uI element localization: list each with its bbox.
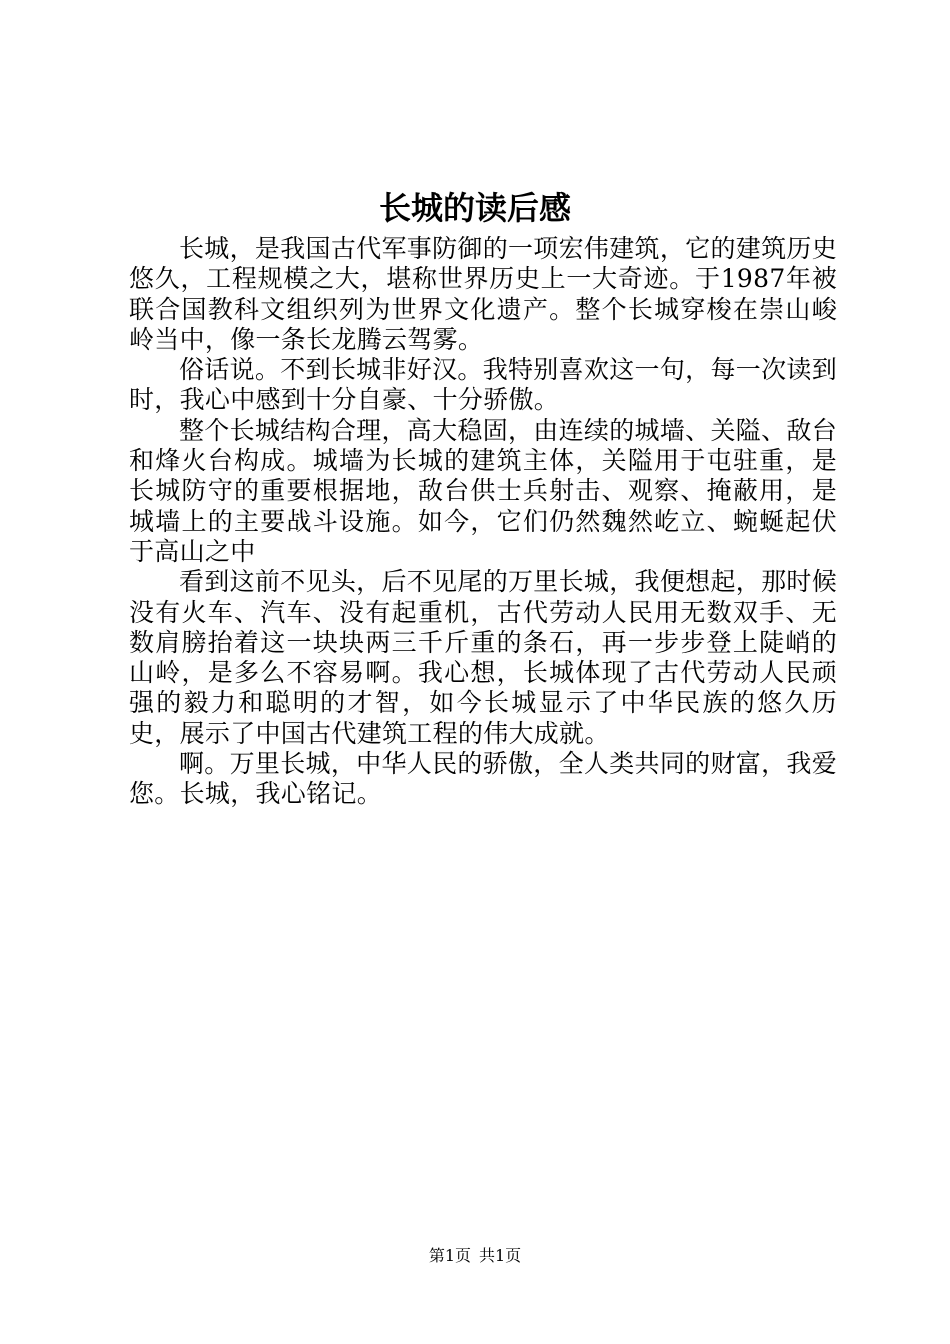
paragraph-4: 看到这前不见头，后不见尾的万里长城，我便想起，那时候没有火车、汽车、没有起重机，古代劳动人民用无数双手、无数肩膀抬着这一块块两三千斤重的条石，再一步步登上陡峭的山岭，是多么不容易啊。我心想，长城体现了古代劳动人民顽强的毅力和聪明的才智，如今长城显示了中华民族的悠久历史，展示了中国古代建筑工程的伟大成就。 xyxy=(129,567,837,748)
paragraph-2: 俗话说。不到长城非好汉。我特别喜欢这一句，每一次读到时，我心中感到十分自豪、十分骄傲。 xyxy=(129,355,837,415)
page-number-total: 共1页 xyxy=(479,1246,522,1265)
document-body xyxy=(129,234,837,810)
document-title: 长城的读后感 xyxy=(378,189,571,227)
page-number-current: 第1页 xyxy=(428,1246,471,1265)
paragraph-5: 啊。万里长城，中华人民的骄傲，全人类共同的财富，我爱您。长城，我心铭记。 xyxy=(129,749,837,809)
paragraph-3: 整个长城结构合理，高大稳固，由连续的城墙、关隘、敌台和烽火台构成。城墙为长城的建筑主体，关隘用于屯驻重，是长城防守的重要根据地，敌台供士兵射击、观察、掩蔽用，是城墙上的主要战斗设施。如今，它们仍然魏然屹立、蜿蜒起伏于高山之中 xyxy=(129,415,837,566)
page-footer xyxy=(0,1246,950,1266)
paragraph-1: 长城，是我国古代军事防御的一项宏伟建筑，它的建筑历史悠久，工程规模之大，堪称世界历史上一大奇迹。于1987年被联合国教科文组织列为世界文化遗产。整个长城穿梭在崇山峻岭当中，像一条长龙腾云驾雾。 xyxy=(129,234,837,354)
